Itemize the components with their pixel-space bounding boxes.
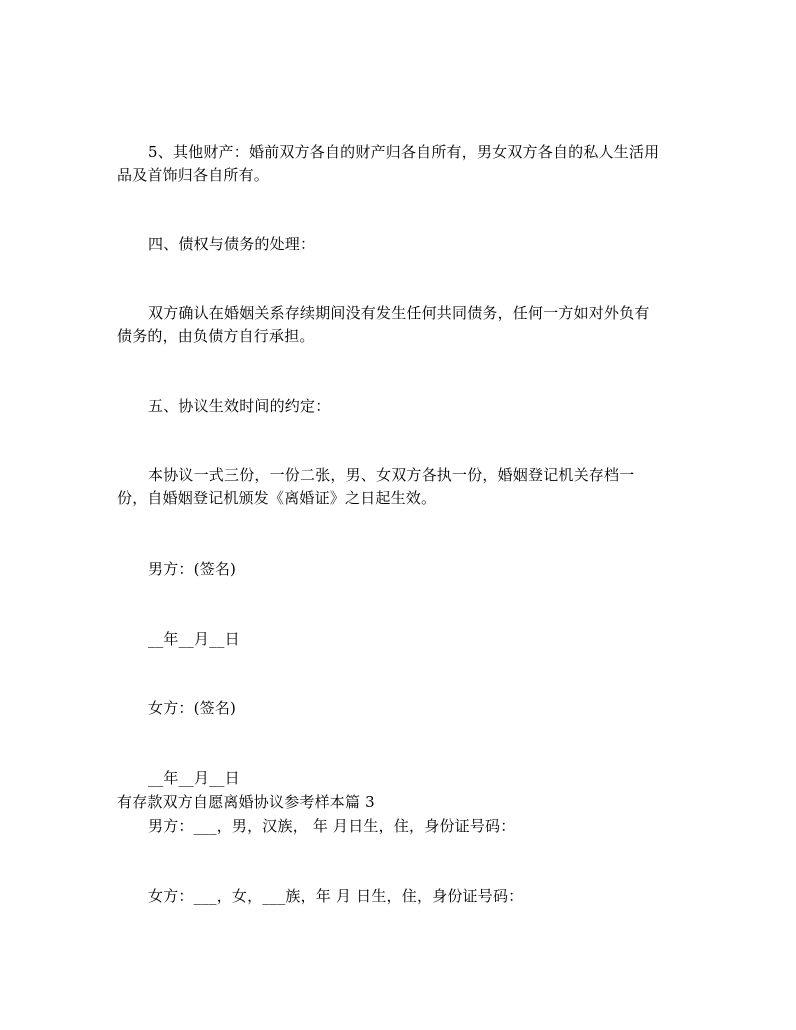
section-title-sample-3: 有存款双方自愿离婚协议参考样本篇 3 [117,793,375,811]
male-signature: 男方：(签名) [148,560,237,578]
male-party-info: 男方：___，男，汉族， 年 月日生，住，身份证号码： [148,817,516,835]
female-party-info: 女方：___，女，___族，年 月 日生，住，身份证号码： [148,887,524,905]
paragraph-debts-line-1: 双方确认在婚姻关系存续期间没有发生任何共同债务，任何一方如对外负有 [148,304,650,322]
paragraph-other-property-line-1: 5、其他财产：婚前双方各自的财产归各自所有，男女双方各自的私人生活用 [148,143,660,161]
female-signature: 女方：(签名) [148,699,237,717]
heading-debts: 四、债权与债务的处理： [148,235,316,253]
female-date: __年__月__日 [148,769,240,787]
paragraph-debts-line-2: 债务的，由负债方自行承担。 [117,327,315,345]
male-date: __年__月__日 [148,630,240,648]
paragraph-effective-line-1: 本协议一式三份，一份二张，男、女双方各执一份，婚姻登记机关存档一 [148,466,635,484]
paragraph-effective-line-2: 份，自婚姻登记机颁发《离婚证》之日起生效。 [117,489,437,507]
heading-effective-time: 五、协议生效时间的约定： [148,397,331,415]
paragraph-other-property-line-2: 品及首饰归各自所有。 [117,166,270,184]
